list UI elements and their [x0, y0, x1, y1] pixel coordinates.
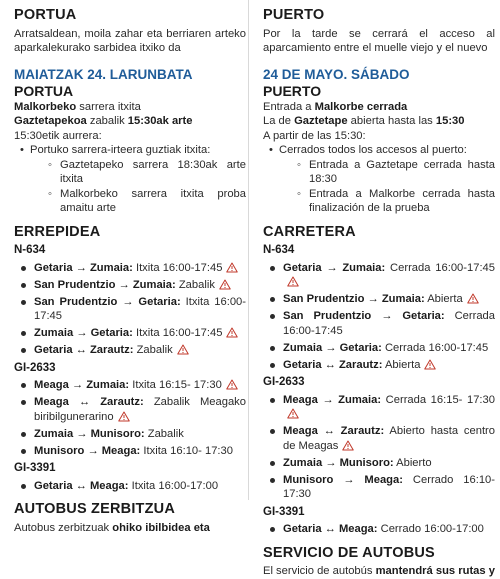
- road-item: [283, 261, 495, 290]
- road-item: [34, 378, 246, 393]
- column-basque: [14, 0, 246, 534]
- port-line-1-bold: Malkorbe cerrada: [314, 100, 408, 113]
- road-item-route: Munisoro → Meaga:: [283, 473, 403, 486]
- road-item-route: Zumaia → Munisoro:: [34, 427, 145, 440]
- road-item: [283, 473, 495, 502]
- port-title: PORTUA: [14, 83, 74, 99]
- road-item: [283, 292, 495, 307]
- column-divider: [248, 0, 249, 500]
- road-item: [283, 456, 495, 471]
- port-bullet-text: Cerrados todos los accesos al puerto:: [279, 144, 467, 156]
- port-line-1: [263, 100, 495, 115]
- road-item-route: Getaria → Zumaia:: [34, 261, 133, 274]
- column-spanish: [263, 0, 496, 577]
- road-item-route: San Prudentzio → Zumaia:: [34, 278, 176, 291]
- road-item-route: Zumaia → Munisoro:: [283, 456, 394, 469]
- warning-triangle-icon: [226, 379, 238, 390]
- port-line-2-bold1: Gaztetape: [294, 115, 348, 127]
- port-line-1-pre: Entrada a: [263, 100, 315, 113]
- road-item-route: Meaga → Zumaia:: [283, 393, 382, 406]
- road-item-route: Getaria ↔ Meaga:: [283, 523, 378, 535]
- road-list: [263, 522, 495, 537]
- road-item-status: Zabalik Meagako biribilgunerarino: [34, 396, 246, 423]
- port-line-1: [14, 100, 246, 115]
- road-item-status: Cerrada 16:00-17:45: [381, 341, 489, 354]
- road-item-route: Getaria → Zumaia:: [283, 261, 386, 274]
- warning-triangle-icon: [424, 359, 436, 370]
- road-gi2633-label: GI-2633: [14, 361, 56, 374]
- event-date: 24 DE MAYO. SÁBADO: [263, 66, 410, 82]
- road-n634-label: N-634: [14, 244, 46, 256]
- bus-text-pre: Autobus zerbitzuak: [14, 521, 113, 534]
- port-line-3: 15:30etik aurrera:: [14, 129, 102, 142]
- road-item-route: Meaga → Zumaia:: [34, 379, 130, 391]
- road-item: [283, 522, 495, 537]
- warning-triangle-icon: [467, 293, 479, 304]
- port-intro: Arratsaldean, moila zahar eta berriaren arteko aparkalekurako sarbidea itxiko da: [14, 27, 246, 54]
- port-line-3: A partir de las 15:30:: [263, 129, 366, 142]
- road-item: [34, 343, 246, 358]
- port-intro: Por la tarde se cerrará el acceso al aparcamiento entre el muelle viejo y el nuevo: [263, 27, 495, 54]
- bus-text-pre: El servicio de autobús: [263, 565, 376, 577]
- road-item-status: Abierta: [424, 293, 463, 305]
- port-line-2-bold2: 15:30: [435, 115, 465, 127]
- road-item-status: Itxita 16:00-17:45: [34, 295, 246, 322]
- road-item-status: Abierta: [382, 358, 421, 371]
- port-bullets: [14, 143, 246, 216]
- port-line-2: [263, 114, 495, 129]
- road-item: [34, 261, 246, 276]
- road-item-route: San Prudentzio → Zumaia:: [283, 293, 425, 305]
- road-item: [283, 358, 495, 373]
- road-item: [34, 278, 246, 293]
- port-line-2-mid: abierta hasta las: [347, 115, 436, 127]
- road-gi2633-label: GI-2633: [263, 376, 305, 388]
- road-list: [263, 393, 495, 502]
- port-header: PORTUA: [14, 7, 77, 23]
- bus-title: AUTOBUS ZERBITZUA: [14, 501, 176, 517]
- warning-triangle-icon: [342, 440, 354, 451]
- road-item-route: Meaga ↔ Zarautz:: [283, 425, 385, 437]
- event-date: MAIATZAK 24. LARUNBATA: [14, 66, 193, 82]
- bus-title: SERVICIO DE AUTOBUS: [263, 544, 435, 561]
- road-item: [283, 341, 495, 356]
- road-list: [263, 261, 495, 373]
- road-item: [34, 479, 246, 494]
- road-item-route: Munisoro → Meaga:: [34, 444, 141, 457]
- port-bullets: [263, 143, 495, 216]
- road-item-status: Zabalik: [175, 278, 215, 291]
- road-n634-label: N-634: [263, 244, 295, 256]
- road-item: [283, 393, 495, 422]
- road-title: CARRETERA: [263, 223, 356, 240]
- road-item-status: Cerrada 16:00-17:45: [283, 310, 495, 337]
- port-line-2: [14, 114, 246, 129]
- bus-text-bold: ohiko ibilbidea eta: [112, 521, 210, 534]
- port-sub-2: ◦ Entrada a Malkorbe cerrada hasta finalización de la prueba: [309, 187, 495, 216]
- warning-triangle-icon: [287, 408, 299, 419]
- road-item-route: San Prudentzio → Getaria:: [283, 310, 445, 322]
- port-line-1-rest: sarrera itxita: [76, 100, 141, 113]
- road-item-status: Itxita 16:15- 17:30: [129, 379, 222, 391]
- port-line-2-pre: La de: [263, 115, 295, 127]
- road-item-status: Itxita 16:00-17:00: [128, 479, 219, 492]
- port-line-2-bold2: 15:30ak arte: [127, 115, 193, 127]
- port-line-2-bold1: Gaztetapekoa: [14, 115, 87, 127]
- road-item: [34, 326, 246, 341]
- road-item-status: Itxita 16:10- 17:30: [140, 444, 233, 457]
- warning-triangle-icon: [287, 276, 299, 287]
- road-item-route: Getaria ↔ Zarautz:: [34, 344, 134, 356]
- road-list: [14, 378, 246, 458]
- road-item-status: Zabalik: [144, 427, 184, 440]
- road-item-status: Abierto hasta centro de Meagas: [283, 425, 496, 452]
- road-item: [34, 444, 246, 459]
- road-item-status: Itxita 16:00-17:45: [132, 327, 223, 339]
- port-sub-bullets: [30, 158, 246, 216]
- road-item-route: Zumaia → Getaria:: [34, 327, 133, 339]
- port-sub-bullets: [279, 158, 495, 216]
- road-gi3391-label: GI-3391: [263, 505, 305, 518]
- port-sub-1: ◦ Entrada a Gaztetape cerrada hasta 18:30: [309, 158, 495, 187]
- road-item-status: Cerrado 16:10- 17:30: [283, 473, 495, 500]
- road-list: [14, 479, 246, 494]
- road-item-status: Abierto: [393, 456, 432, 469]
- bus-text-bold: mantendrá sus rutas y: [375, 565, 495, 577]
- road-item: [283, 424, 495, 453]
- road-item-status: Cerrada 16:00-17:45: [385, 261, 495, 274]
- road-item-status: Cerrada 16:15- 17:30: [381, 393, 495, 406]
- road-list: [14, 261, 246, 358]
- port-sub-2: ◦ Malkorbeko sarrera itxita proba amaitu arte: [60, 187, 246, 216]
- road-item: [34, 295, 246, 324]
- road-gi3391-label: GI-3391: [14, 462, 56, 474]
- warning-triangle-icon: [226, 262, 238, 273]
- road-item-route: Meaga ↔ Zarautz:: [34, 396, 144, 408]
- warning-triangle-icon: [177, 344, 189, 355]
- road-title: ERREPIDEA: [14, 223, 101, 240]
- road-item: [34, 395, 246, 424]
- port-bullet-text: Portuko sarrera-irteera guztiak itxita:: [30, 144, 211, 156]
- road-item-route: Zumaia → Getaria:: [283, 341, 382, 354]
- port-header: PUERTO: [263, 7, 325, 23]
- road-item: [283, 309, 495, 338]
- warning-triangle-icon: [226, 327, 238, 338]
- bus-text: [263, 564, 495, 579]
- port-line-2-mid: zabalik: [86, 115, 128, 127]
- road-item-status: Cerrado 16:00-17:00: [377, 523, 484, 535]
- road-item: [34, 427, 246, 442]
- road-item-route: San Prudentzio → Getaria:: [34, 295, 181, 308]
- road-item-status: Itxita 16:00-17:45: [132, 261, 223, 274]
- road-item-route: Getaria ↔ Meaga:: [34, 479, 129, 492]
- road-item-route: Getaria ↔ Zarautz:: [283, 358, 383, 371]
- port-sub-1: ◦ Gaztetapeko sarrera 18:30ak arte itxita: [60, 158, 246, 187]
- bus-text: [14, 521, 246, 536]
- port-bullet: [279, 143, 495, 216]
- port-line-1-bold: Malkorbeko: [14, 100, 77, 113]
- port-bullet: [30, 143, 246, 216]
- road-item-status: Zabalik: [133, 344, 173, 356]
- warning-triangle-icon: [219, 279, 231, 290]
- port-title: PUERTO: [263, 83, 322, 99]
- warning-triangle-icon: [118, 411, 130, 422]
